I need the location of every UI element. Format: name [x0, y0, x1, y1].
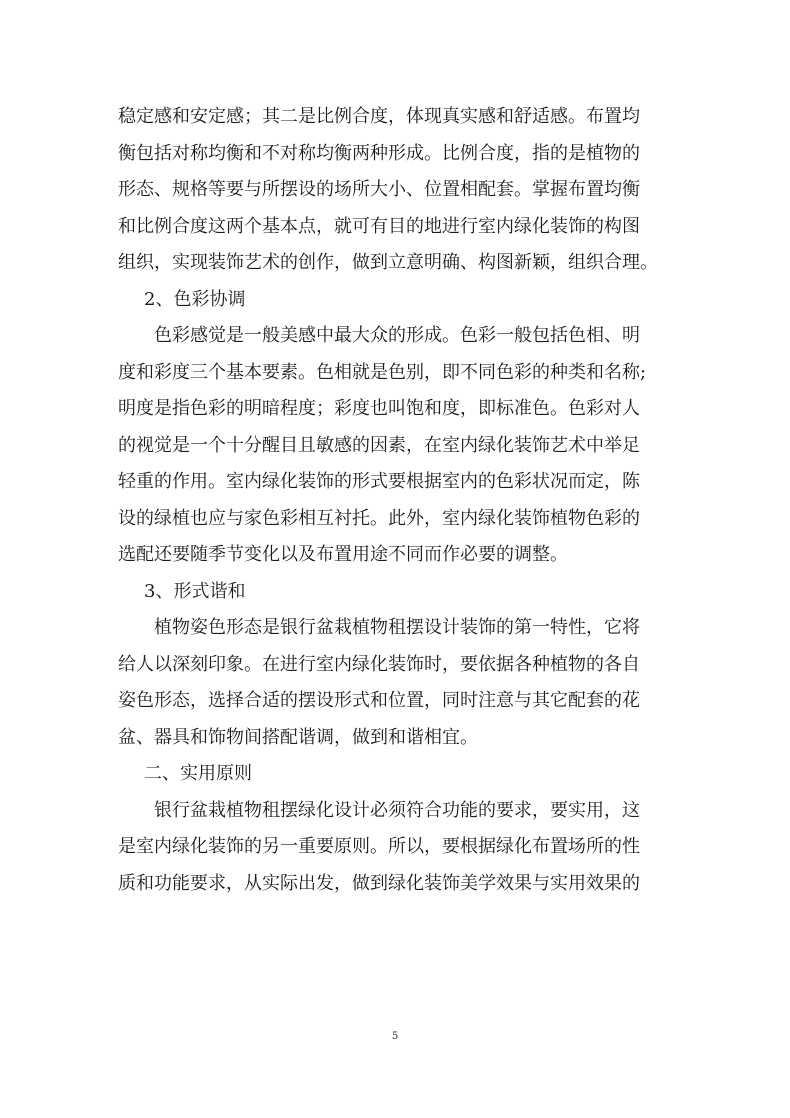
page-number: 5 — [391, 1031, 399, 1042]
text-line-1: 稳定感和安定感；其二是比例合度，体现真实感和舒适感。布置均 — [118, 106, 640, 127]
text-line-22: 质和功能要求，从实际出发，做到绿化装饰美学效果与实用效果的 — [118, 872, 640, 894]
section-heading-practical: 二、实用原则 — [144, 763, 252, 784]
text-line-20: 银行盆栽植物租摆绿化设计必须符合功能的要求，要实用，这 — [154, 799, 640, 821]
text-line-9: 明度是指色彩的明暗程度；彩度也叫饱和度，即标准色。色彩对人 — [118, 398, 640, 419]
text-line-8: 度和彩度三个基本要素。色相就是色别，即不同色彩的种类和名称; — [118, 361, 647, 383]
text-line-15: 植物姿色形态是银行盆栽植物租摆设计装饰的第一特性，它将 — [154, 617, 640, 638]
section-heading-form: 3、形式谐和 — [144, 580, 246, 602]
section-heading-color: 2、色彩协调 — [144, 288, 246, 310]
text-line-4: 和比例合度这两个基本点，就可有目的地进行室内绿化装饰的构图 — [118, 215, 640, 237]
text-line-5: 组织，实现装饰艺术的创作，做到立意明确、构图新颖，组织合理。 — [118, 252, 658, 273]
text-line-21: 是室内绿化装饰的另一重要原则。所以，要根据绿化布置场所的性 — [118, 836, 640, 857]
text-line-3: 形态、规格等要与所摆设的场所大小、位置相配套。掌握布置均衡 — [118, 179, 640, 200]
text-line-11: 轻重的作用。室内绿化装饰的形式要根据室内的色彩状况而定，陈 — [118, 471, 640, 492]
text-line-7: 色彩感觉是一般美感中最大众的形成。色彩一般包括色相、明 — [154, 325, 640, 346]
text-line-13: 选配还要随季节变化以及布置用途不同而作必要的调整。 — [118, 544, 568, 565]
text-line-12: 设的绿植也应与家色彩相互衬托。此外，室内绿化装饰植物色彩的 — [118, 507, 640, 529]
text-line-2: 衡包括对称均衡和不对称均衡两种形成。比例合度，指的是植物的 — [118, 142, 640, 164]
page-content — [118, 99, 678, 902]
text-line-10: 的视觉是一个十分醒目且敏感的因素，在室内绿化装饰艺术中举足 — [118, 434, 640, 456]
text-line-17: 姿色形态，选择合适的摆设形式和位置，同时注意与其它配套的花 — [118, 690, 640, 711]
text-line-16: 给人以深刻印象。在进行室内绿化装饰时，要依据各种植物的各自 — [118, 653, 640, 675]
text-line-18: 盆、器具和饰物间搭配谐调，做到和谐相宜。 — [118, 726, 478, 748]
